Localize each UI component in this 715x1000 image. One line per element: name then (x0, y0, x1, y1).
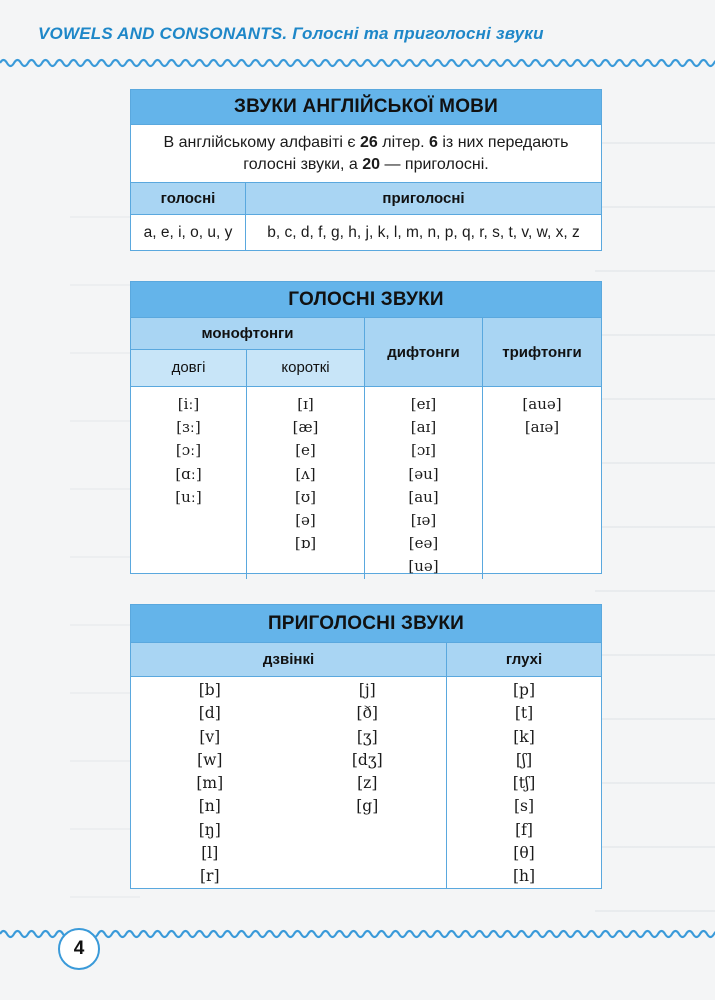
consonant-sounds-title: ПРИГОЛОСНІ ЗВУКИ (131, 605, 601, 643)
voiced-consonant-sound: [d] (198, 704, 221, 723)
short-vowel-sound: [ʌ] (295, 464, 316, 483)
short-vowel-sound: [ɪ] (297, 395, 314, 413)
triphthongs-header: трифтонги (483, 318, 601, 386)
intro-line-2 (137, 154, 595, 176)
short-vowel-sound: [ɒ] (294, 534, 317, 553)
diphthong-sound: [eɪ] (410, 395, 437, 413)
intro-text-part: із них передають (437, 134, 569, 151)
voiced-consonant-sound: [m] (196, 774, 224, 793)
voiced-consonant-sound: [ʒ] (356, 727, 378, 746)
vowel-letters-count: 6 (429, 134, 438, 151)
voiceless-consonant-sound: [h] (512, 867, 536, 886)
voiceless-consonant-sound: [k] (513, 727, 535, 746)
long-vowels-header: довгі (131, 350, 247, 386)
diphthong-sound: [aɪ] (410, 418, 437, 437)
voiced-consonant-sound: [g] (356, 797, 379, 816)
long-vowel-sound: [ɜː] (176, 418, 201, 437)
long-vowel-sound: [ɑː] (175, 464, 202, 483)
short-vowel-sound: [ʊ] (294, 487, 316, 506)
vowel-sounds-table (130, 281, 602, 574)
intro-text-part: літер. (377, 134, 429, 151)
diphthongs-label: дифтонги (387, 343, 460, 361)
diphthong-sound: [əu] (408, 464, 439, 483)
page-number: 4 (58, 928, 100, 970)
diphthongs-header (365, 318, 483, 386)
voiced-consonant-sound: [ð] (356, 704, 378, 723)
short-vowel-sound: [e] (295, 441, 316, 460)
intro-text (131, 125, 601, 182)
long-vowel-sound: [uː] (175, 487, 202, 506)
triphthongs-list (483, 386, 601, 579)
voiced-consonant-sound: [z] (357, 774, 378, 793)
intro-text-part: голосні звуки, а (243, 156, 363, 173)
voiceless-consonant-sound: [f] (515, 820, 533, 839)
wavy-divider-bottom (0, 927, 715, 941)
voiceless-consonant-sound: [tʃ] (512, 774, 536, 793)
voiceless-consonant-sound: [s] (513, 797, 535, 816)
letters-data-row (131, 215, 601, 251)
vowel-letters: a, e, i, o, u, y (131, 215, 246, 251)
long-vowel-sound: [iː] (177, 395, 200, 413)
short-vowel-sound: [ə] (295, 510, 316, 529)
voiceless-consonant-sound: [ʃ] (515, 750, 533, 769)
voiced-list-2 (289, 677, 447, 889)
wavy-divider-top (0, 56, 715, 70)
voiced-consonant-sound: [r] (199, 867, 220, 886)
diphthong-sound: [eə] (408, 534, 439, 553)
voiceless-consonant-sound: [θ] (513, 844, 535, 863)
short-vowel-sound: [æ] (292, 418, 319, 437)
intro-text-part: — приголосні. (380, 156, 489, 173)
voiced-consonant-sound: [n] (198, 797, 221, 816)
intro-text-part: В англійському алфавіті є (163, 134, 361, 151)
background-bleed-right (595, 80, 715, 940)
letters-header-row (131, 182, 601, 215)
voiced-consonant-sound: [v] (199, 727, 221, 746)
voiced-consonant-sound: [ŋ] (198, 820, 221, 839)
diphthong-sound: [ɪə] (410, 510, 437, 529)
consonant-letters-header: приголосні (382, 190, 465, 207)
consonant-sounds-table (130, 604, 602, 889)
voiceless-consonant-sound: [p] (512, 681, 536, 699)
consonant-letters-count: 20 (362, 156, 381, 173)
diphthong-sound: [ɔɪ] (411, 441, 436, 460)
vowel-sounds-title: ГОЛОСНІ ЗВУКИ (131, 282, 601, 318)
diphthong-sound: [uə] (408, 557, 439, 576)
vowel-letters-header: голосні (131, 183, 246, 214)
voiceless-list (447, 677, 601, 889)
diphthongs-list (365, 386, 483, 579)
voiced-consonant-sound: [b] (198, 681, 221, 699)
voiced-consonant-sound: [j] (358, 681, 376, 699)
long-vowel-sound: [ɔː] (175, 441, 202, 460)
voiced-consonant-sound: [dʒ] (351, 750, 383, 769)
page-title: VOWELS AND CONSONANTS. Голосні та приголосні звуки (38, 24, 544, 43)
voiced-consonant-sound: [l] (201, 844, 219, 863)
triphthong-sound: [auə] (522, 395, 562, 413)
monophthongs-header: монофтонги (131, 318, 365, 350)
consonant-letters: b, c, d, f, g, h, j, k, l, m, n, p, q, r, s, t, v, w, x, z (267, 224, 580, 241)
voiced-lists (131, 677, 447, 889)
voiced-consonant-sound: [w] (197, 750, 223, 769)
diphthong-sound: [au] (408, 487, 439, 506)
letters-count: 26 (360, 134, 378, 151)
short-vowels-list (247, 386, 365, 579)
voiceless-consonant-sound: [t] (514, 704, 534, 723)
intro-line-1 (137, 132, 595, 154)
sounds-overview-table (130, 89, 602, 251)
long-vowels-list (131, 386, 247, 579)
short-vowels-header: короткі (247, 350, 365, 386)
voiced-header: дзвінкі (131, 643, 447, 677)
triphthong-sound: [aɪə] (524, 418, 560, 437)
voiced-list-1 (131, 677, 289, 889)
voiceless-header: глухі (447, 643, 601, 677)
sounds-overview-title: ЗВУКИ АНГЛІЙСЬКОЇ МОВИ (131, 90, 601, 125)
